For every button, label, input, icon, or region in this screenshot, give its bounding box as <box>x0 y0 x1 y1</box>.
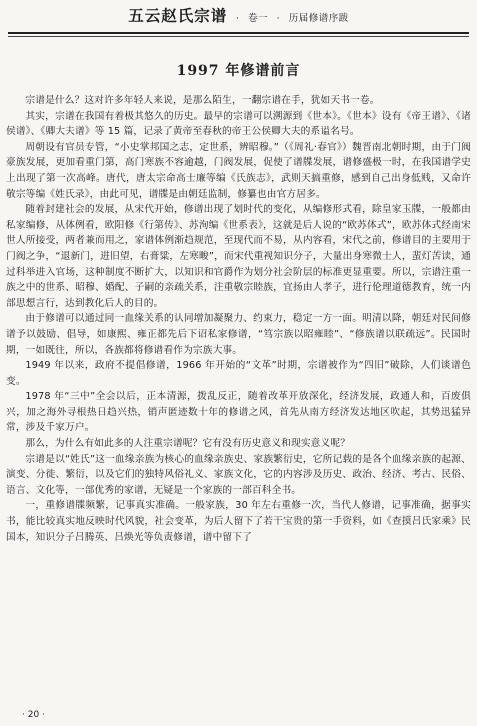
header-separator: · <box>232 13 243 24</box>
header-rule-thick <box>8 32 469 34</box>
paragraph: 随着封建社会的发展，从宋代开始，修谱出现了划时代的变化，从编修形式看，除皇家玉牒，一般都由私家编修，从体例看，欧阳修《行第传》、苏洵编《世系表》，这就是后人说的“欧苏体式”，欧苏体式经南宋世人所接受，两者兼而用之，家谱体例渐趋规范，至现代而不易，从内容看，宋代之前，修谱目的主要用于门阀之争，“退新门，进旧望，右膏粱，左寒畯”，而宋代重视知识分子，大量出身寒微士人，蜚灯苦读，通过科举进入官场，这种制度不断扩大，以知识和官爵作为划分社会阶层的标准更显重要。所以，宗谱注重一族之中的世系、昭穆、婚配、子嗣的亲疏关系，注重敬宗睦族，宜扬由人孝子，进行伦理道德教育，统一内部思想言行，达到教化后人的目的。 <box>6 204 471 309</box>
volume-label: 卷一 <box>247 13 268 24</box>
page-number: · 20 · <box>22 710 45 720</box>
paragraph: 周朝设有官员专管，“小史掌邦国之志，定世系，辨昭穆。”（《周礼·春官》）魏晋南北朝时期，由于门阀豪族发展，更加看重门第，高门寒族不容逾越，门阀发展，促使了谱牒发展，谱修盛极一时，在我国谱学史上出现了第一次高峰。唐代，唐太宗命高士廉等编《氏族志》，武则天搞重修，感到自己出身低贱，又命许敬宗等编《姓氏录》，由此可见，谱牒是由朝廷监制，修纂也由官方居多。 <box>6 141 471 200</box>
header-rule-thin <box>8 36 469 37</box>
running-header <box>8 4 469 34</box>
header-separator: · <box>273 13 284 24</box>
paragraph: 那么，为什么有如此多的人注重宗谱呢？它有没有历史意义和现实意义呢？ <box>25 438 351 450</box>
page-title: 1997 年修谱前言 <box>176 63 301 79</box>
body-text <box>6 93 471 545</box>
book-title: 五云赵氏宗谱 <box>128 6 228 25</box>
section-label: 历届修谱序跋 <box>288 13 349 24</box>
paragraph: 由于修谱可以通过同一血缘关系的认同增加凝聚力、约束力，稳定一方一面。明清以降，朝廷对民间修谱予以鼓励、倡导，如康熙、雍正都先后下诏私家修谱，“笃宗族以昭雍睦”、“修族谱以联疏远”。民国时期，一如既往，所以，各族都将修谱看作为宗族大事。 <box>6 313 471 356</box>
paragraph: 1949 年以来，政府不提倡修谱，1966 年开始的“文革”时期，宗谱被作为“四旧”破除，人们谈谱色变。 <box>6 360 471 387</box>
paragraph: 1978 年“三中”全会以后，正本清源，拨乱反正，随着改革开放深化，经济发展，政通人和，百废俱兴，加之海外寻根热日趋兴热，销声匿迹数十年的修谱之风，首先从南方经济发达地区吹起，其势迅猛异常，涉及千家万户。 <box>6 391 471 434</box>
paragraph: 其实，宗谱在我国有着极其悠久的历史。最早的宗谱可以溯源到《世本》。《世本》设有《帝王谱》、《诸侯谱》、《卿大夫谱》等 15 篇，记录了黄帝至春秋的帝王公侯卿大夫的系谥名号。 <box>6 110 471 138</box>
paragraph: 一，重修谱牒频繁，记事真实准确。一般家族，30 年左右重修一次，当代人修谱，记事准确，据事实书，能比较真实地反映时代风貌，社会变革，为后人留下了若干宝贵的第一手资料，如《查摸吕氏家乘》民国本，知识分子吕腾英、吕焕光等负责修谱，谱中留下了 <box>6 500 471 543</box>
paragraph: 宗谱是以“姓氏”这一血缘亲族为核心的血缘亲族史、家族繁衍史，它所记载的是各个血缘亲族的起源、演变、分徙、繁衍，以及它们的独特风俗礼义、家族文化，它的内容涉及历史、政治、经济、考古、民俗、语言、文化等，一部优秀的家谱，无疑是一个家族的一部百科全书。 <box>6 453 471 496</box>
paragraph: 宗谱是什么？这对许多年轻人来说，是那么陌生，一翻宗谱在手，犹如天书一卷。 <box>25 95 380 106</box>
